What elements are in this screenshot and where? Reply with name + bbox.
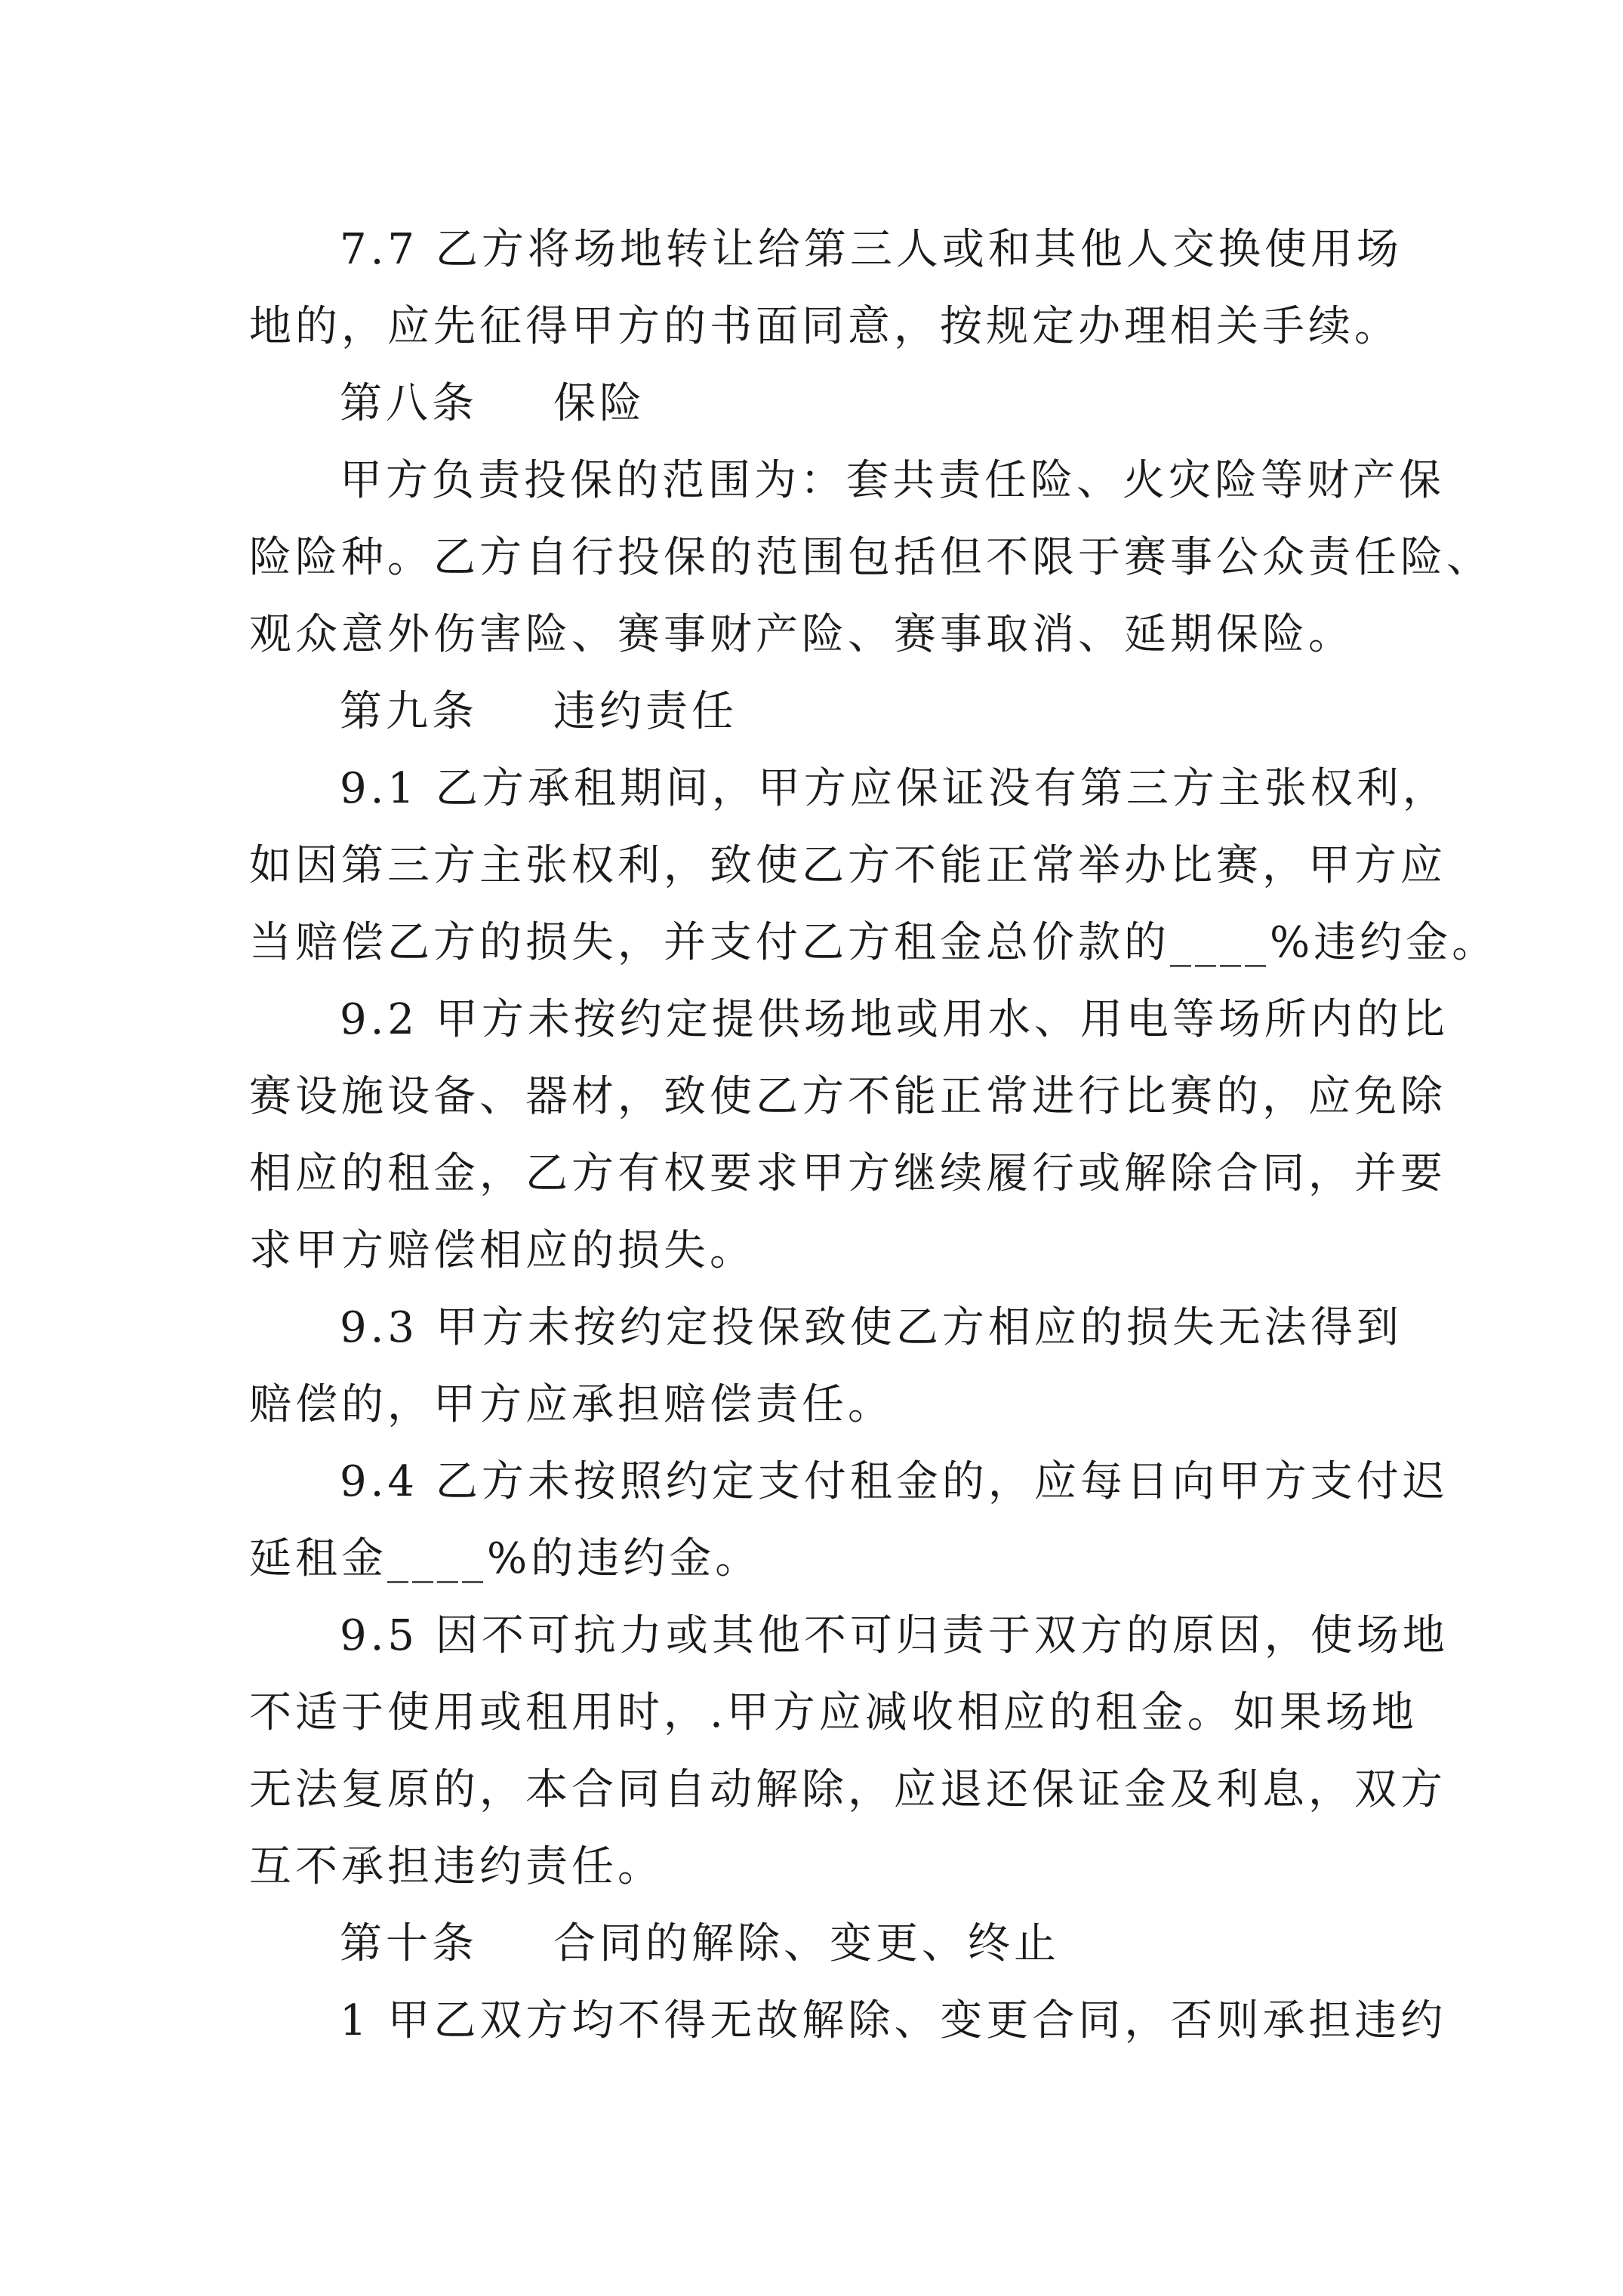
paragraph-9-2-line-4: 求甲方赔偿相应的损失。: [249, 1226, 756, 1275]
paragraph-insurance-line-2: 险险种。乙方自行投保的范围包括但不限于赛事公众责任险、: [249, 533, 1492, 582]
paragraph-9-2-line-1: 9.2 甲方未按约定提供场地或用水、用电等场所内的比: [340, 995, 1449, 1044]
paragraph-9-3-line-1: 9.3 甲方未按约定投保致使乙方相应的损失无法得到: [340, 1303, 1403, 1352]
section-heading-article-9: [249, 673, 1397, 750]
paragraph-9-2-line-3: 相应的租金，乙方有权要求甲方继续履行或解除合同，并要: [249, 1149, 1446, 1198]
paragraph-9-4-line-1: 9.4 乙方未按照约定支付租金的，应每日向甲方支付迟: [340, 1457, 1449, 1506]
paragraph-7-7-line-1: 7.7 乙方将场地转让给第三人或和其他人交换使用场: [340, 225, 1403, 274]
article-number: 第八条: [340, 379, 478, 428]
document-body: [249, 211, 1498, 2060]
paragraph-9-5-line-2: 不适于使用或租用时，.甲方应减收相应的租金。如果场地: [249, 1688, 1418, 1737]
article-title: 保险: [553, 379, 645, 428]
article-title: 违约责任: [553, 687, 738, 736]
paragraph-9-5-line-1: 9.5 因不可抗力或其他不可归责于双方的原因，使场地: [340, 1611, 1449, 1660]
article-title: 合同的解除、变更、终止: [553, 1919, 1060, 1968]
paragraph-insurance-line-1: 甲方负责投保的范围为：套共责任险、火灾险等财产保: [340, 456, 1445, 505]
paragraph-7-7-line-2: 地的，应先征得甲方的书面同意，按规定办理相关手续。: [249, 302, 1400, 351]
article-number: 第十条: [340, 1919, 478, 1968]
paragraph-9-5-line-3: 无法复原的，本合同自动解除，应退还保证金及利息，双方: [249, 1765, 1446, 1814]
paragraph-9-5-line-4: 互不承担违约责任。: [249, 1842, 664, 1891]
article-number: 第九条: [340, 687, 478, 736]
paragraph-9-1-line-3: 当赔偿乙方的损失，并支付乙方租金总价款的____%违约金。: [249, 918, 1498, 967]
section-heading-article-10: [249, 1906, 1397, 1983]
paragraph-insurance-line-3: 观众意外伤害险、赛事财产险、赛事取消、延期保险。: [249, 610, 1354, 659]
paragraph-9-2-line-2: 赛设施设备、器材，致使乙方不能正常进行比赛的，应免除: [249, 1072, 1446, 1121]
paragraph-9-3-line-2: 赔偿的，甲方应承担赔偿责任。: [249, 1380, 894, 1429]
paragraph-9-1-line-2: 如因第三方主张权利，致使乙方不能正常举办比赛，甲方应: [249, 841, 1446, 890]
paragraph-9-1-line-1: 9.1 乙方承租期间，甲方应保证没有第三方主张权利，: [340, 764, 1449, 813]
paragraph-10-1-line-1: 1 甲乙双方均不得无故解除、变更合同，否则承担违约: [340, 1996, 1447, 2045]
paragraph-9-4-line-2: 延租金____%的违约金。: [249, 1534, 762, 1583]
section-heading-article-8: [249, 365, 1397, 442]
